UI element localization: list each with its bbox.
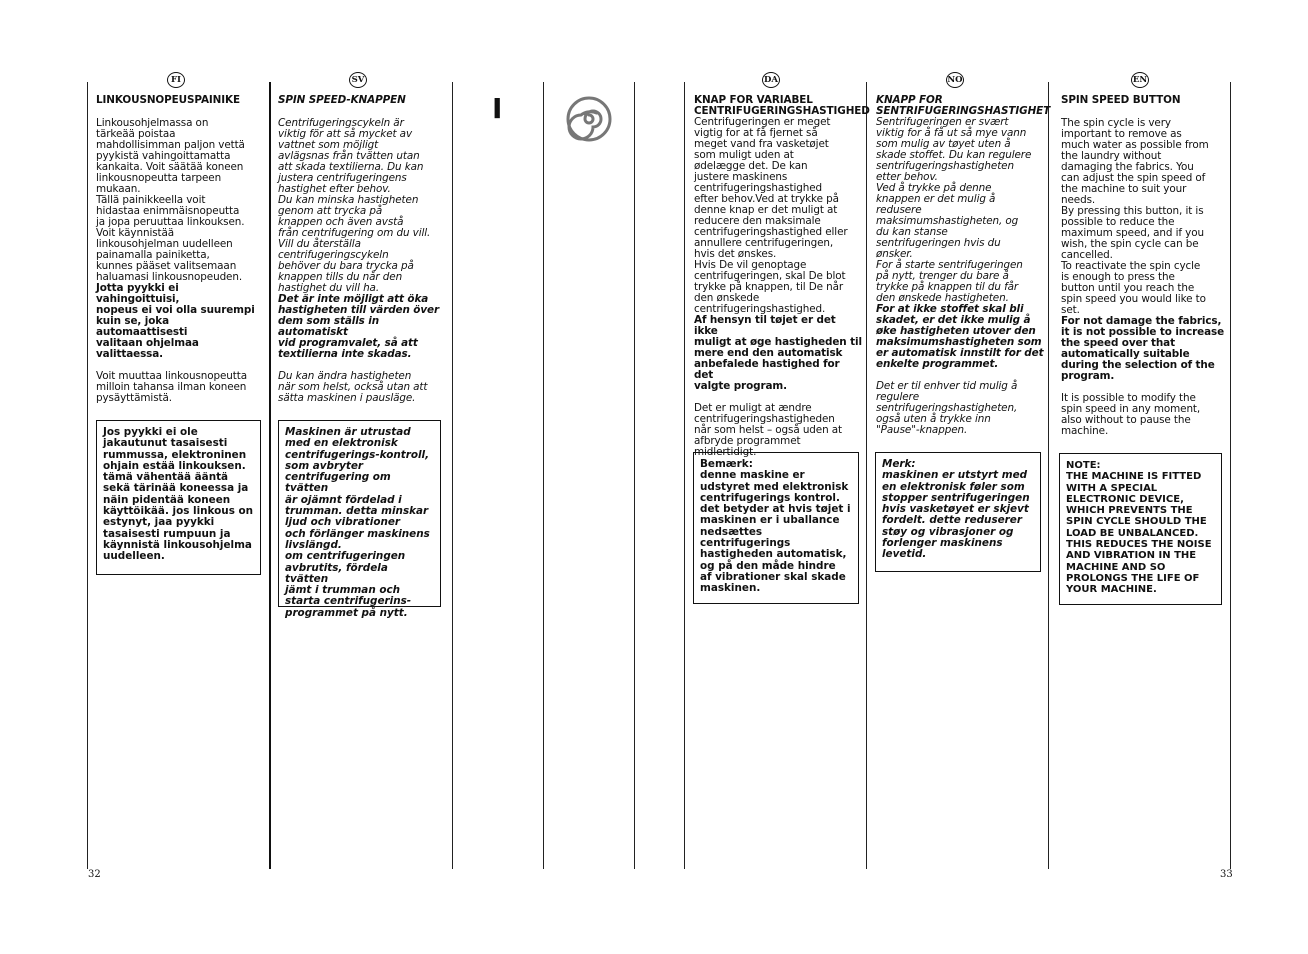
paragraph: Sentrifugeringen er svært viktig for å få ut så mye vann som mulig av tøyet uten å skade stoffet. Du kan regulere sentrifugeringshastigheten etter behov. Ved å trykke på denne knappen er det mulig å redusere maksimumshastigheten, og du kan stanse sentrifugeringen hvis du ønsker. For å starte sentrifugeringen på nytt, trenger du bare å trykke på knappen til du får den ønskede hastigheten. <box>876 116 1032 304</box>
language-badge-fi: FI <box>167 72 185 88</box>
note-box-da: Bemærk: denne maskine er udstyret med elektronisk centrifugerings kontrol. det betyder at hvis tøjet i maskinen er i uballance nedsættes centrifugerings hastigheden automatisk, og på den måde hindre af vibrationer skal skade maskinen. <box>693 452 859 604</box>
paragraph: Det er til enhver tid mulig å regulere sentrifugeringshastigheten, også uten å trykke inn "Pause"-knappen. <box>876 380 1018 436</box>
section-heading: KNAPP FOR SENTRIFUGERINGSHASTIGHET <box>876 94 1051 117</box>
warning-paragraph: Jotta pyykki ei vahingoittuisi, nopeus ei voi olla suurempi kuin se, joka automaattisesti valitaan ohjelmaa valittaessa. <box>96 282 255 360</box>
column-divider <box>866 82 867 869</box>
paragraph: Voit muuttaa linkousnopeutta milloin tahansa ilman koneen pysäyttämistä. <box>96 370 247 404</box>
paragraph: Du kan ändra hastigheten när som helst, också utan att sätta maskinen i pausläge. <box>278 370 428 404</box>
note-box-no: Merk: maskinen er utstyrt med en elektronisk føler som stopper sentrifugeringen hvis vasketøyet er skjevt fordelt. dette reduserer støy og vibrasjoner og forlenger maskinens levetid. <box>875 452 1041 572</box>
language-badge-en: EN <box>1131 72 1149 88</box>
section-heading: SPIN SPEED-KNAPPEN <box>278 94 406 106</box>
language-badge-sv: SV <box>349 72 367 88</box>
page-number-left: 32 <box>88 869 101 880</box>
column-divider <box>543 82 544 869</box>
column-divider <box>87 82 88 869</box>
page-number-right: 33 <box>1220 869 1233 880</box>
column-no <box>876 94 1051 436</box>
column-fi <box>96 95 262 404</box>
section-heading: KNAP FOR VARIABEL CENTRIFUGERINGSHASTIGHED <box>694 94 870 117</box>
paragraph: Centrifugeringscykeln är viktig för att så mycket av vattnet som möjligt avlägsnas från tvätten utan att skada textilierna. Du kan justera centrifugeringens hastighet efter behov. Du kan minska hastigheten genom att trycka på knappen och även avstå från centrifugering om du vill. Vill du återställa centrifugeringscykeln behöver du bara trycka på knappen tills du når den hastighet du vill ha. <box>278 117 431 294</box>
column-da <box>694 94 870 458</box>
warning-paragraph: For not damage the fabrics, it is not possible to increase the speed over that automatically suitable during the selection of the program. <box>1061 315 1225 382</box>
section-heading: LINKOUSNOPEUSPAINIKE <box>96 94 240 106</box>
paragraph: It is possible to modify the spin speed in any moment, also without to pause the machine. <box>1061 392 1201 437</box>
column-divider <box>452 82 453 869</box>
paragraph: Centrifugeringen er meget vigtig for at få fjernet så meget vand fra vasketøjet som muligt uden at ødelægge det. De kan justere maskinens centrifugeringshastighed efter behov.Ved at trykke på denne knap er det muligt at reducere den maksimale centrifugeringshastighed eller annullere centrifugeringen, hvis det ønskes. Hvis De vil genoptage centrifugeringen, skal De blot trykke på knappen, til De når den ønskede centrifugeringshastighed. <box>694 116 848 315</box>
paragraph: Det er muligt at ændre centrifugeringshastigheden når som helst – også uden at afbryde programmet midlertidigt. <box>694 402 843 458</box>
warning-paragraph: Af hensyn til tøjet er det ikke muligt at øge hastigheden til mere end den automatisk anbefalede hastighed for det valgte program. <box>694 314 862 392</box>
column-divider <box>634 82 635 869</box>
column-en <box>1061 95 1225 437</box>
note-box-sv: Maskinen är utrustad med en elektronisk centrifugerings-kontroll, som avbryter centrifugering om tvätten är ojämnt fördelad i trumman. detta minskar ljud och vibrationer och förlänger maskinens livslängd. om centrifugeringen avbrutits, fördela tvätten jämt i trumman och starta centrifugerins- programmet på nytt. <box>278 420 441 607</box>
section-marker: I <box>492 92 503 125</box>
paragraph: Linkousohjelmassa on tärkeää poistaa mahdollisimman paljon vettä pyykistä vahingoittamatta kankaita. Voit säätää koneen linkousnopeutta tarpeen mukaan. Tällä painikkeella voit hidastaa enimmäisnopeutta ja jopa peruuttaa linkouksen. Voit käynnistää linkousohjelman uudelleen painamalla painiketta, kunnes pääset valitsemaan haluamasi linkousnopeuden. <box>96 117 245 283</box>
warning-paragraph: For at ikke stoffet skal bli skadet, er det ikke mulig å øke hastigheten utover den maksimumshastigheten som er automatisk innstilt for det enkelte programmet. <box>876 303 1044 370</box>
note-box-fi: Jos pyykki ei ole jakautunut tasaisesti rummussa, elektroninen ohjain estää linkouksen. tämä vähentää ääntä sekä tärinää koneessa ja näin pidentää koneen käyttöikää. jos linkous on estynyt, jaa pyykki tasaisesti rumpuun ja käynnistä linkousohjelma uudelleen. <box>96 420 261 575</box>
column-sv <box>278 95 444 404</box>
section-heading: SPIN SPEED BUTTON <box>1061 94 1181 106</box>
column-divider <box>1230 82 1231 869</box>
warning-paragraph: Det är inte möjligt att öka hastigheten till värden över dem som ställs in automatiskt vid programvalet, så att textilierna inte skadas. <box>278 293 439 360</box>
column-divider <box>269 82 271 869</box>
note-box-en: NOTE: THE MACHINE IS FITTED WITH A SPECIAL ELECTRONIC DEVICE, WHICH PREVENTS THE SPIN CYCLE SHOULD THE LOAD BE UNBALANCED. THIS REDUCES THE NOISE AND VIBRATION IN THE MACHINE AND SO PROLONGS THE LIFE OF YOUR MACHINE. <box>1059 453 1222 605</box>
spiral-icon <box>566 96 612 142</box>
column-divider <box>1048 82 1049 869</box>
paragraph: The spin cycle is very important to remove as much water as possible from the laundry without damaging the fabrics. You can adjust the spin speed of the machine to suit your needs. By pressing this button, it is possible to reduce the maximum speed, and if you wish, the spin cycle can be cancelled. To reactivate the spin cycle is enough to press the button until you reach the spin speed you would like to set. <box>1061 117 1209 316</box>
language-badge-da: DA <box>762 72 780 88</box>
column-divider <box>684 82 685 869</box>
language-badge-no: NO <box>946 72 964 88</box>
